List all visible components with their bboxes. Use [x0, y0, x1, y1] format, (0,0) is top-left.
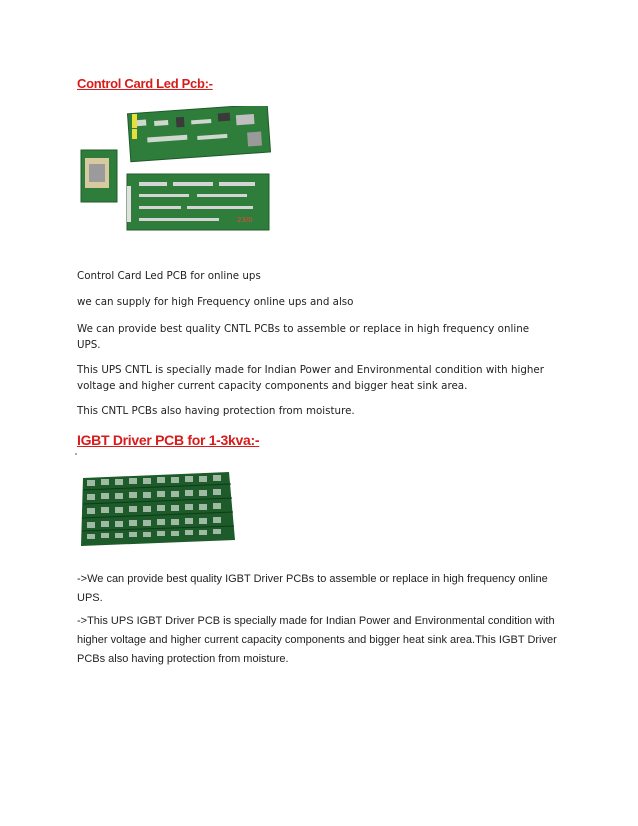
section-heading-control-card: Control Card Led Pcb:-	[77, 76, 213, 91]
paragraph: This UPS CNTL is specially made for Indian Power and Environmental condition with higher voltage and higher current capacity components and bigger heat sink area.	[77, 364, 544, 392]
paragraph: ->This UPS IGBT Driver PCB is specially made for Indian Power and Environmental condition with higher voltage and higher current capacity components and bigger heat sink area.This IGBT Driver PCBs also having protection from moisture.	[77, 615, 557, 665]
paragraph: Control Card Led PCB for online ups	[77, 270, 261, 282]
paragraph: This CNTL PCBs also having protection from moisture.	[77, 405, 355, 417]
image-date-stamp: 23/0	[237, 216, 253, 224]
paragraph: we can supply for high Frequency online ups and also	[77, 296, 354, 308]
paragraph: We can provide best quality CNTL PCBs to assemble or replace in high frequency online UPS.	[77, 323, 530, 351]
paragraph: ->We can provide best quality IGBT Driver PCBs to assemble or replace in high frequency online UPS.	[77, 573, 548, 604]
section-heading-igbt: IGBT Driver PCB for 1-3kva:-	[77, 432, 260, 448]
control-card-pcb-photo	[77, 106, 272, 236]
bullet-mark	[75, 453, 77, 455]
igbt-driver-pcb-photo	[77, 470, 237, 550]
